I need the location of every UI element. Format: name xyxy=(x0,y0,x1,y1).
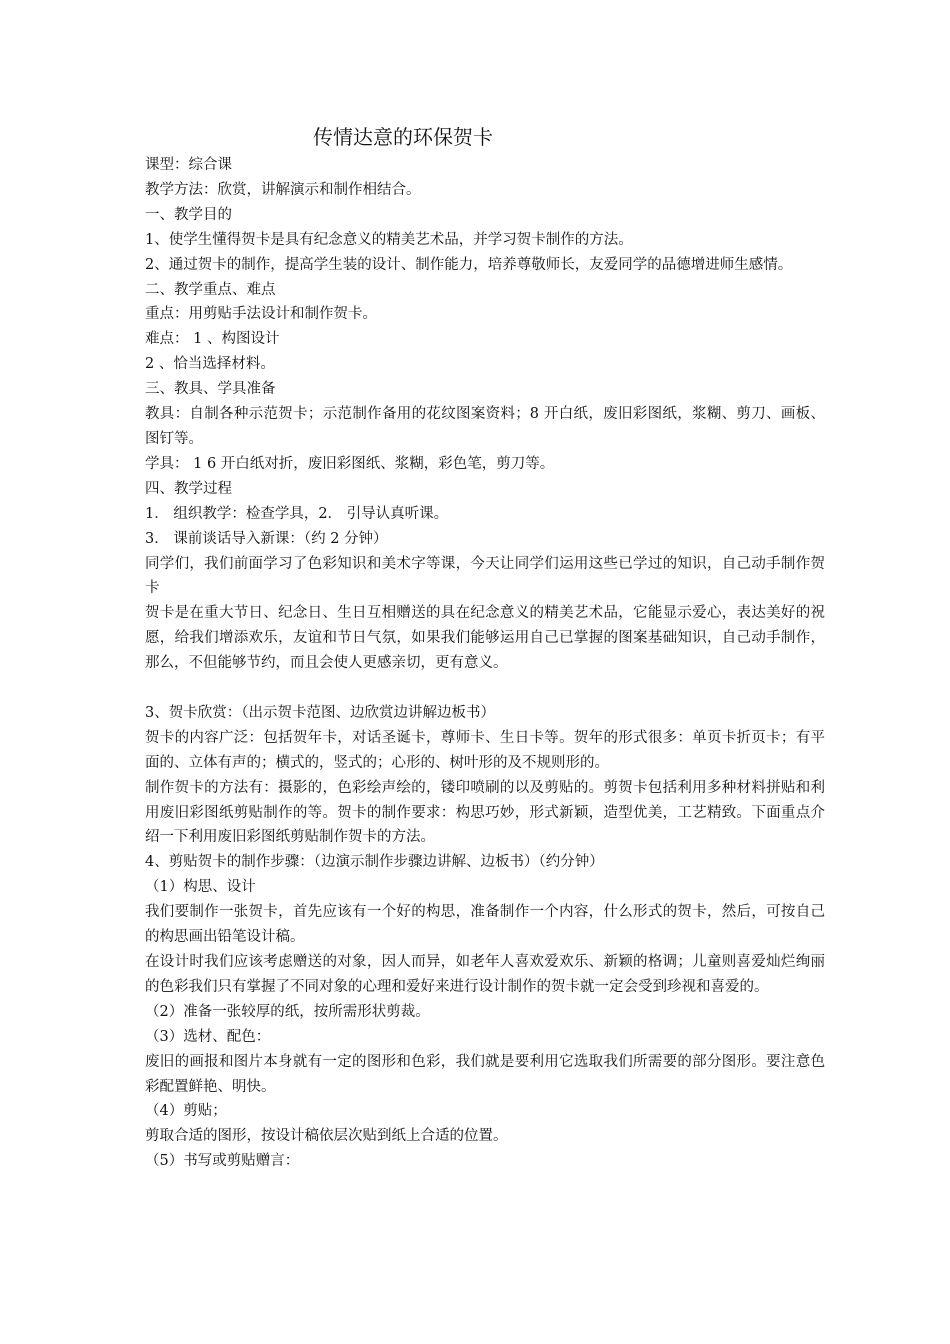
paragraph: 3． 课前谈话导入新课：（约 2 分钟） xyxy=(145,530,388,547)
document-body xyxy=(145,153,825,1174)
paragraph: 一、教学目的 xyxy=(145,206,232,223)
paragraph: 我们要制作一张贺卡，首先应该有一个好的构思，准备制作一个内容，什么形式的贺卡，然后，可按自己的构思画出铅笔设计稿。 xyxy=(145,904,825,946)
paragraph: 教具：自制各种示范贺卡；示范制作备用的花纹图案资料；8 开白纸，废旧彩图纸，浆糊、剪刀、画板、图钉等。 xyxy=(145,406,825,447)
paragraph: 难点： 1 、构图设计 xyxy=(145,331,280,348)
document-title: 传情达意的环保贺卡 xyxy=(313,125,493,149)
paragraph: 废旧的画报和图片本身就有一定的图形和色彩，我们就是要利用它选取我们所需要的部分图形。要注意色彩配置鲜艳、明快。 xyxy=(145,1053,825,1095)
paragraph: （3）选材、配色： xyxy=(145,1028,271,1045)
paragraph: （1）构思、设计 xyxy=(145,879,256,896)
paragraph: 四、教学过程 xyxy=(145,480,232,497)
paragraph: 2 、恰当选择材料。 xyxy=(145,356,275,373)
paragraph: 1． 组织教学：检查学具，2． 引导认真听课。 xyxy=(145,505,449,522)
paragraph: 在设计时我们应该考虑赠送的对象，因人而异，如老年人喜欢爱欢乐、新颖的格调；儿童则喜爱灿烂绚丽的色彩我们只有掌握了不同对象的心理和爱好来进行设计制作的贺卡就一定会受到珍视和喜爱的。 xyxy=(145,953,825,995)
paragraph: 教学方法：欣赏，讲解演示和制作相结合。 xyxy=(145,181,421,198)
paragraph: 制作贺卡的方法有：摄影的，色彩绘声绘的，镂印喷刷的以及剪贴的。剪贺卡包括利用多种材料拼贴和利用废旧彩图纸剪贴制作的等。贺卡的制作要求：构思巧妙，形式新颖，造型优美，工艺精致。下面重点介绍一下利用废旧彩图纸剪贴制作贺卡的方法。 xyxy=(145,779,825,846)
paragraph: 贺卡的内容广泛：包括贺年卡，对话圣诞卡，尊师卡、生日卡等。贺年的形式很多：单页卡折页卡；有平面的、立体有声的；横式的，竖式的；心形的、树叶形的及不规则形的。 xyxy=(145,729,825,771)
paragraph: 重点：用剪贴手法设计和制作贺卡。 xyxy=(145,306,377,323)
document-page xyxy=(145,122,825,1174)
paragraph: 剪取合适的图形，按设计稿依层次贴到纸上合适的位置。 xyxy=(145,1128,508,1145)
paragraph: 三、教具、学具准备 xyxy=(145,381,276,398)
paragraph: 4、剪贴贺卡的制作步骤：（边演示制作步骤边讲解、边板书）（约分钟） xyxy=(145,854,604,871)
paragraph: 课型：综合课 xyxy=(145,157,232,173)
paragraph: （4）剪贴； xyxy=(145,1103,227,1120)
paragraph: 3、贺卡欣赏：（出示贺卡范图、边欣赏边讲解边板书） xyxy=(145,704,495,721)
paragraph: （5）书写或剪贴赠言： xyxy=(145,1153,300,1170)
paragraph: 同学们，我们前面学习了色彩知识和美术字等课，今天让同学们运用这些已学过的知识，自己动手制作贺卡 xyxy=(145,555,825,597)
paragraph: （2）准备一张较厚的纸，按所需形状剪裁。 xyxy=(145,1003,430,1020)
blank-line xyxy=(145,676,825,701)
paragraph: 二、教学重点、难点 xyxy=(145,281,276,298)
paragraph: 2、通过贺卡的制作，提高学生装的设计、制作能力，培养尊敬师长，友爱同学的品德增进师生感情。 xyxy=(145,256,793,273)
paragraph: 贺卡是在重大节日、纪念日、生日互相赠送的具在纪念意义的精美艺术品，它能显示爱心，表达美好的祝愿，给我们增添欢乐，友谊和节日气氛，如果我们能够运用自己已掌握的图案基础知识，自己动手制作，那么，不但能够节约，而且会使人更感亲切，更有意义。 xyxy=(145,605,825,672)
paragraph: 1、使学生懂得贺卡是具有纪念意义的精美艺术品，并学习贺卡制作的方法。 xyxy=(145,231,633,248)
paragraph: 学具： 1 6 开白纸对折，废旧彩图纸、浆糊，彩色笔，剪刀等。 xyxy=(145,455,555,472)
